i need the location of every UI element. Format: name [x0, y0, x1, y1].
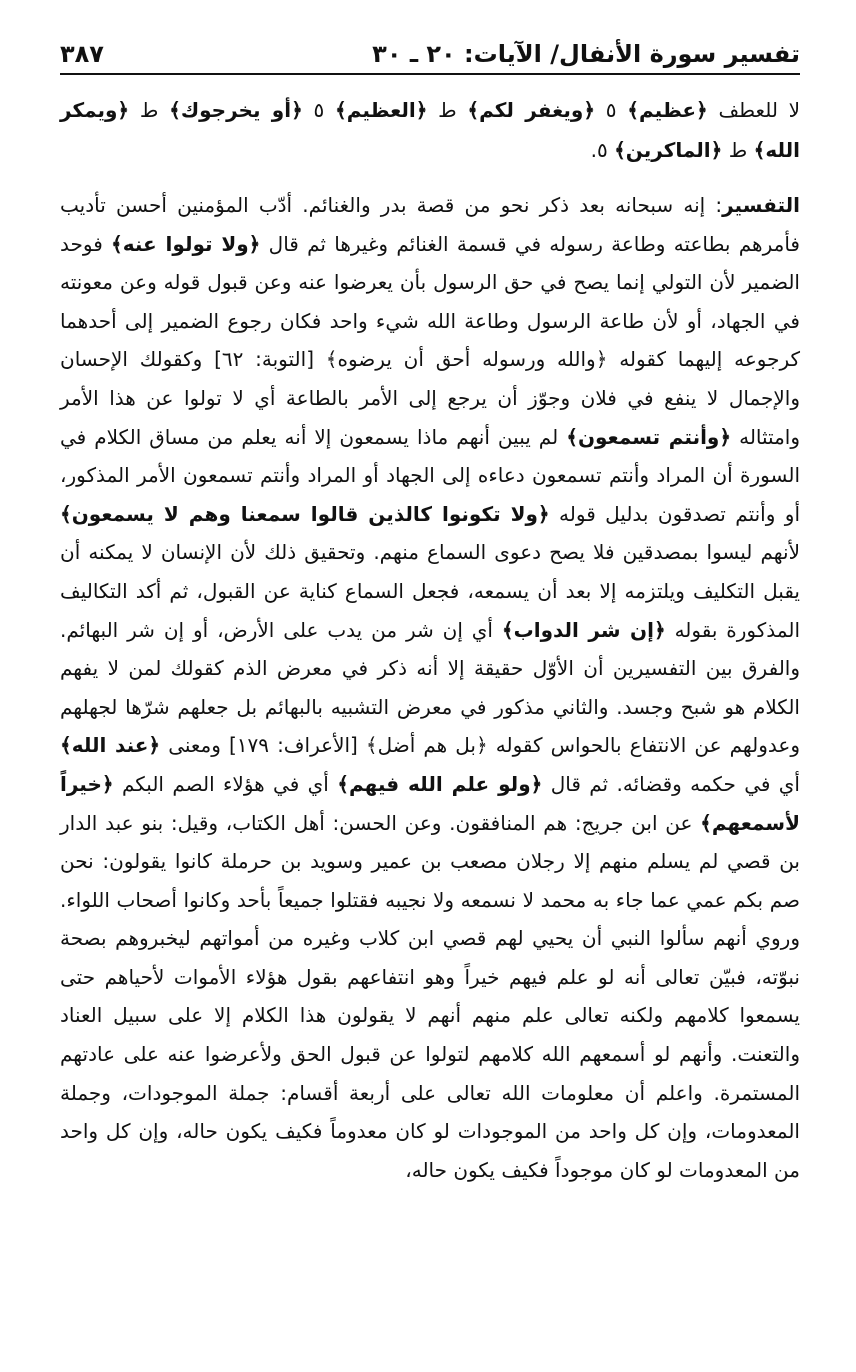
page-header	[60, 36, 800, 72]
header-rule	[60, 73, 800, 75]
text-run: لأنهم ليسوا بمصدقين فلا يصح دعوى السماع منهم. وتحقيق ذلك لأن الإنسان لا يمكنه أن يقبل التكليف ويلتزمه إلا بعد أن يسمعه، فجعل السماع كناية عن القبول، ثم أكد التكاليف المذكورة بقوله	[60, 540, 800, 642]
text-run: فوحد الضمير لأن التولي إنما يصح في حق الرسول بأن يعرضوا عنه وعن قبول قوله وعن معونته في الجهاد، أو لأن طاعة الرسول وطاعة الله شيء واحد فكان رجوع الضمير إلى أحدهما كرجوعه إليهما كقوله	[60, 231, 801, 372]
text-run: أي في حكمه وقضائه. ثم قال	[542, 771, 800, 796]
text-run: لم يبين أنهم ماذا يسمعون إلا أنه يعلم من مساق الكلام في السورة أن المراد وأنتم تسمعون دعاءه إلى الجهاد أو المراد وأنتم تسمعون الأمر المذكور، أو وأنتم تصدقون بدليل قوله	[60, 424, 801, 526]
quran-quote: ﴿العظيم﴾	[335, 98, 428, 122]
text-run: ط	[427, 98, 468, 122]
quran-quote: ﴿ولا تولوا عنه﴾	[111, 231, 261, 256]
quran-quote: ﴿ولا تكونوا كالذين قالوا سمعنا وهم لا يسمعون﴾	[60, 501, 550, 526]
quran-quote: التفسير	[722, 193, 800, 217]
quran-quote: ﴿أو يخرجوك﴾	[169, 98, 303, 122]
quran-quote: ﴿ويمكر الله﴾	[60, 98, 800, 162]
running-title: تفسير سورة الأنفال/ الآيات: ٢٠ ـ ٣٠	[372, 40, 800, 68]
quran-quote: ﴿عند الله﴾	[60, 733, 161, 758]
text-run: أي في هؤلاء الصم البكم	[113, 771, 338, 796]
quran-quote: ﴿ولو علم الله فيهم﴾	[337, 771, 543, 796]
text-run: ٥.	[590, 138, 615, 162]
quran-quote: ﴿إن شر الدواب﴾	[501, 617, 666, 642]
text-run: ط	[722, 138, 754, 162]
waqf-notes-paragraph	[60, 90, 800, 170]
text-run: ﴿والله ورسوله أحق أن يرضوه﴾	[325, 347, 608, 372]
text-run: ٥	[595, 98, 628, 122]
quran-quote: ﴿ويغفر لكم﴾	[467, 98, 596, 122]
text-run: ط	[129, 98, 170, 122]
text-run: ٥	[302, 98, 336, 122]
text-run: : إنه سبحانه بعد ذكر نحو من قصة بدر والغنائم. أدّب المؤمنين أحسن تأديب فأمرهم بطاعته وطاعة رسوله في قسمة الغنائم وغيرها ثم قال	[60, 193, 800, 256]
quran-quote: ﴿عظيم﴾	[627, 98, 708, 122]
quran-quote: ﴿وأنتم تسمعون﴾	[566, 424, 732, 449]
page-number: ٣٨٧	[60, 40, 104, 68]
quran-quote: ﴿الماكرين﴾	[614, 138, 723, 162]
text-run: [الأعراف: ١٧٩] ومعنى	[160, 733, 366, 758]
tafsir-paragraph	[60, 186, 800, 1189]
quran-quote: ﴿خيراً لأسمعهم﴾	[60, 771, 800, 835]
text-run: [التوبة: ٦٢] وكقولك الإحسان والإجمال لا ينفع في فلان وجوّز أن يرجع إلى الأمر بالطاعة أي لا تولوا عن هذا الأمر وامتثاله	[60, 347, 801, 449]
text-run: لا للعطف	[707, 98, 801, 122]
text-run: عن ابن جريج: هم المنافقون. وعن الحسن: أهل الكتاب، وقيل: بنو عبد الدار بن قصي لم يسلم منهم إلا رجلان مصعب بن عمير وسويد بن حرملة كانوا يقولون: نحن صم بكم عمي عما جاء به محمد لا نسمعه ولا نجيبه فقتلوا جميعاً بأحد وكانوا أصحاب اللواء. وروي أنهم سألوا النبي أن يحيي لهم قصي ابن كلاب وغيره من أمواتهم ليخبروهم بصحة نبوّته، فبيّن تعالى أنه لو علم فيهم خيراً وهو انتفاعهم بقول هؤلاء الأموات لأحياهم حتى يسمعوا كلامهم ولكنه تعالى علم منهم أنهم لا يقولون هذا الكلام إلا على سبيل العناد والتعنت. وأنهم لو أسمعهم الله كلامهم لتولوا عن قبول الحق ولأعرضوا عنه على عادتهم المستمرة. واعلم أن معلومات الله تعالى على أربعة أقسام: جملة الموجودات، وجملة المعدومات، وإن كل واحد من الموجودات لو كان معدوماً فكيف يكون حاله، وإن كل واحد من المعدومات لو كان موجوداً فكيف يكون حاله،	[60, 810, 800, 1182]
text-run: أي إن شر من يدب على الأرض، أو إن شر البهائم. والفرق بين التفسيرين أن الأوّل حقيقة إلا أنه ذكر في معرض الذم كقولك لمن لا يفهم الكلام هو شبح وجسد. والثاني مذكور في معرض التشبيه بالبهائم بل جعلهم شرّها لجهلهم وعدولهم عن الانتفاع بالحواس كقوله	[60, 617, 800, 758]
text-run: ﴿بل هم أضل﴾	[365, 733, 488, 758]
